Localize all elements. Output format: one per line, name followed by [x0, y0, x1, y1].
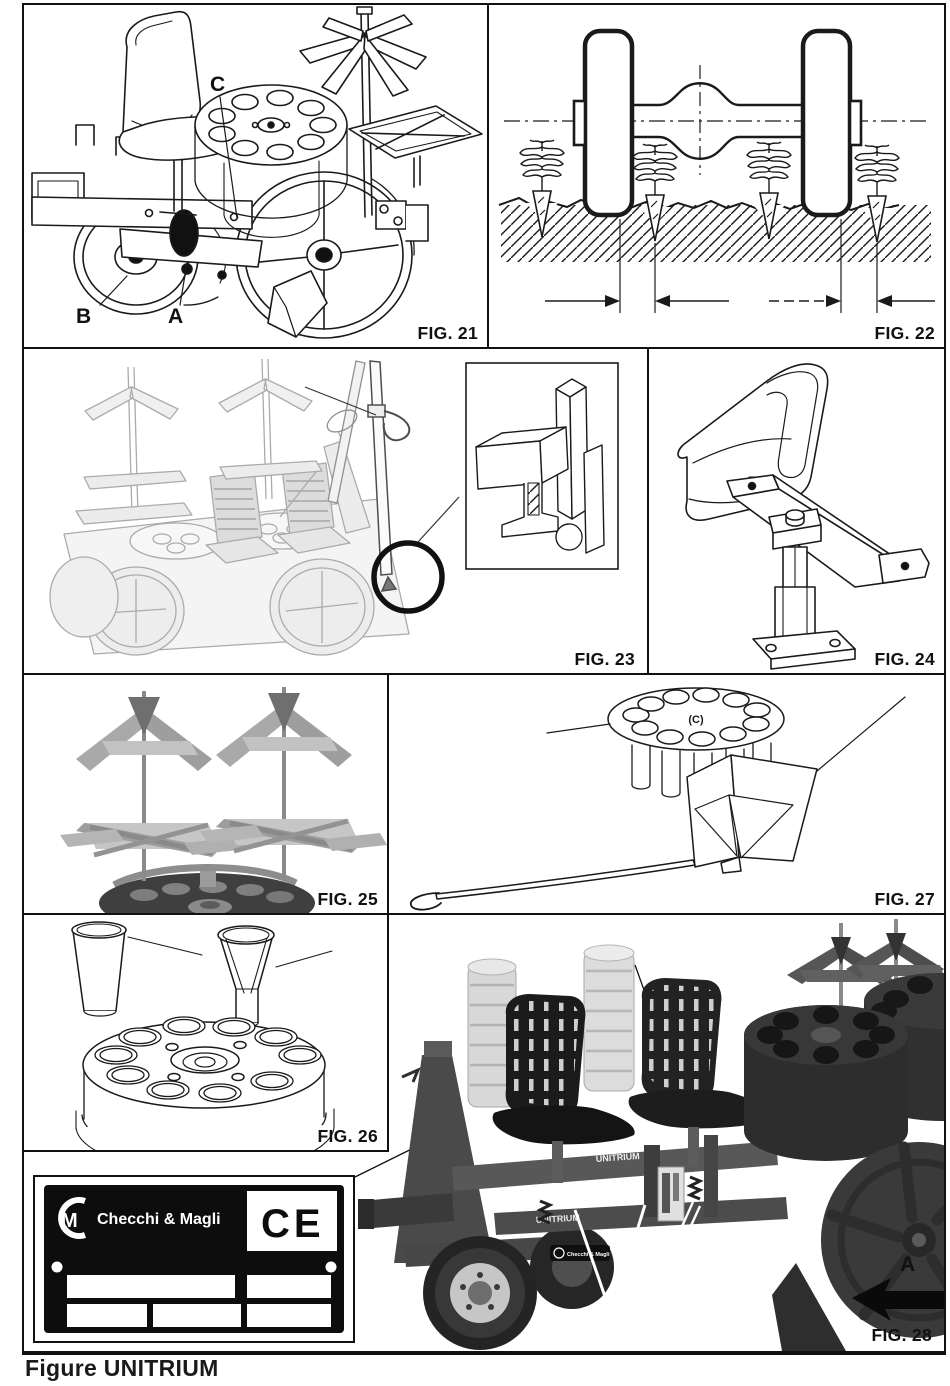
- panel-fig23: [24, 349, 649, 675]
- panel-fig25: [24, 675, 389, 915]
- checchi-magli-plate-drawing: [33, 1175, 355, 1343]
- panel-fig27: [389, 675, 944, 915]
- page-caption: Figure UNITRIUM: [25, 1355, 219, 1381]
- fig26-cups-and-drum-drawing: [24, 915, 387, 1150]
- fig24-label: FIG. 24: [874, 649, 935, 669]
- fig21-callout-b: B: [76, 305, 92, 328]
- fig28-frame-text-lower: UNITRIUM: [535, 1212, 581, 1225]
- ce-mark: CE: [261, 1202, 325, 1246]
- fig21-callout-c: C: [210, 73, 226, 96]
- fig28-badge-text: Checchi & Magli: [567, 1252, 610, 1258]
- fig28-unitrium-machine-photo: [344, 915, 944, 1351]
- fig27-cup-disc-and-tool-drawing: [389, 675, 942, 913]
- fig27-label: FIG. 27: [874, 889, 935, 909]
- plate-field: [247, 1275, 331, 1298]
- fig28-label: FIG. 28: [871, 1325, 932, 1345]
- cm-logo-monogram: M: [61, 1210, 78, 1232]
- plate-field: [67, 1304, 147, 1327]
- identification-plate: [33, 1175, 355, 1343]
- panel-fig26: [24, 915, 389, 1152]
- fig26-label: FIG. 26: [317, 1126, 378, 1146]
- fig23-row-marker-drawing: [24, 349, 647, 673]
- fig28-frame-text-upper: UNITRIUM: [595, 1150, 641, 1164]
- fig28-callout-a: A: [900, 1253, 916, 1276]
- panel-fig28: [389, 915, 944, 1351]
- fig21-callout-a: A: [168, 305, 184, 328]
- plate-brand-text: Checchi & Magli: [97, 1211, 221, 1228]
- fig25-tray-holders-photo: [24, 675, 387, 913]
- panel-fig24: [649, 349, 944, 675]
- page-border: [22, 3, 946, 1355]
- fig23-label: FIG. 23: [574, 649, 635, 669]
- panel-fig21: [24, 5, 489, 349]
- fig21-transplanter-unit-drawing: [24, 5, 487, 347]
- fig27-disc-mark: (C): [688, 714, 704, 726]
- plate-field: [153, 1304, 241, 1327]
- fig25-label: FIG. 25: [317, 889, 378, 909]
- fig22-label: FIG. 22: [874, 323, 935, 343]
- fig21-label: FIG. 21: [417, 323, 478, 343]
- plate-field: [67, 1275, 235, 1298]
- panel-fig22: [489, 5, 944, 349]
- plate-field: [247, 1304, 331, 1327]
- fig24-seat-support-drawing: [649, 349, 942, 673]
- fig22-wheel-track-diagram: [489, 5, 942, 347]
